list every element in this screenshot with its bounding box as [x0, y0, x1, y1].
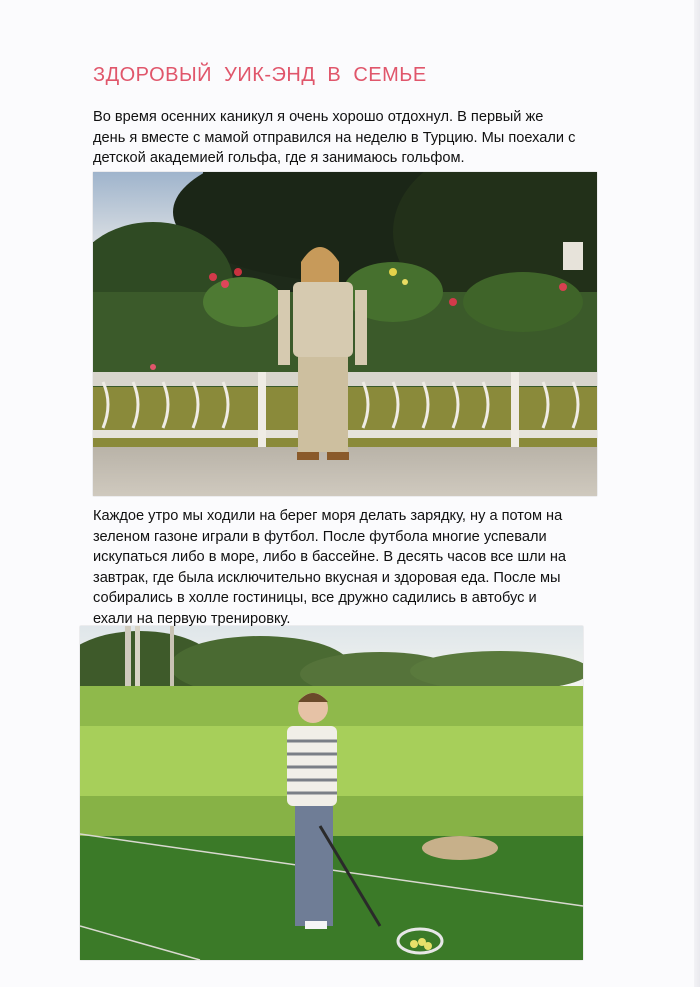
page-edge — [694, 0, 700, 987]
paragraph-line: детской академией гольфа, где я занимаюсь гольфом. — [93, 150, 465, 166]
paragraph-line: искупаться либо в море, либо в бассейне. В десять часов все шли на — [93, 549, 567, 565]
garden-photo — [93, 172, 597, 496]
paragraph-line: зеленом газоне играли в футбол. После футбола многие успевали — [93, 528, 547, 545]
paragraph-line: ехали на первую тренировку. — [93, 610, 291, 627]
photo-boy-golf-course — [80, 626, 583, 960]
golf-photo — [80, 626, 583, 960]
paragraph-line: день я вместе с мамой отправился на неделю в Турцию. Мы поехали с — [93, 129, 576, 146]
photo-woman-at-fence — [93, 172, 597, 496]
paragraph-line: Каждое утро мы ходили на берег моря делать зарядку, ну а потом на — [93, 508, 563, 524]
paragraph-line: собирались в холле гостиницы, все дружно садились в автобус и — [93, 590, 537, 606]
intro-paragraph — [93, 107, 653, 169]
paragraph-line: завтрак, где была исключительно вкусная и здоровая еда. После мы — [93, 569, 561, 586]
morning-paragraph — [93, 506, 633, 629]
page-title: ЗДОРОВЫЙ УИК-ЭНД В СЕМЬЕ — [93, 64, 427, 86]
paragraph-line: Во время осенних каникул я очень хорошо отдохнул. В первый же — [93, 109, 544, 125]
